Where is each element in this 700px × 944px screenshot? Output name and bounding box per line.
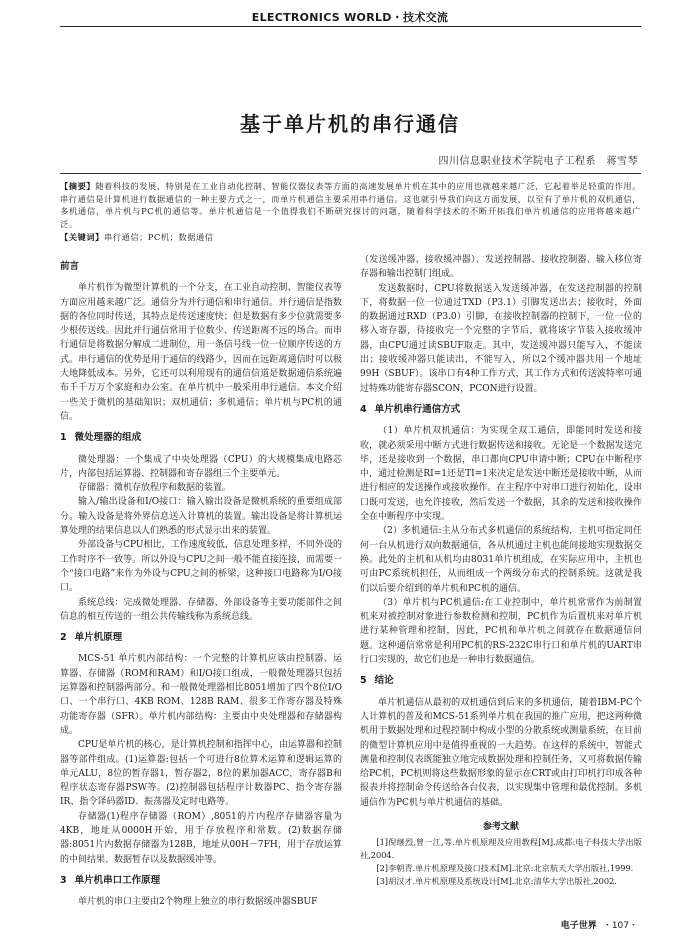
header-rule [60,26,641,27]
section-title: 单片机原理 [74,632,123,644]
right-column [360,253,642,888]
keywords [60,232,641,243]
body-paragraph: （3）单片机与PC机通信:在工业控制中，单片机常常作为前制置机来对被控制对象进行参数检测和控制，PC机作为后置机来对单片机进行某种管理和控制，因此，PC机和单片机之间就存在数据通信问题。这种通信常常是利用PC机的RS-232C串行口和单片机的UART串行口实现的，故它们也是一种串行数据通信。 [360,597,642,666]
article-title: 基于单片机的串行通信 [240,112,460,136]
section-heading [360,403,642,417]
body-paragraph: 单片机的串口主要由2个物理上独立的串行数据缓冲器SBUF [78,897,318,908]
section-number: 1 [60,432,67,444]
abstract-text: 随着科技的发展，特别是在工业自动化控制、智能仪器仪表等方面的高速发展单片机在其中的应用也就越来越广泛，它起着举足轻重的作用。串行通信是计算机进行数据通信的一种主要方式之一，而单片机通信主要采用串行通信。这也就引导我们向这方面发展，以至有了单片机的双机通信，多机通信，单片机与PC机的通信等。单片机通信是一个值得我们不断研究探讨的问题，随着科学技术的不断开拓我们单片机通信的应用将越来越广泛。 [60,181,641,229]
references-heading: 参考文献 [482,821,519,832]
section-heading [60,874,342,888]
section-heading [360,674,642,688]
body-paragraph: 存储器(1)程序存储器（ROM）,8051的片内程序存储器容量为4KB，地址从0000H开始，用于存放程序和常数。(2)数据存储器:8051片内数据存储器为128B，地址从00H－7FH，用于存放运算的中间结果、数据暂存以及数据缓冲等。 [60,811,342,865]
body-paragraph: 发送数据时，CPU将数据送入发送缓冲器，在发送控制器的控制下，将数据一位一位通过TXD（P3.1）引脚发送出去；接收时，外面的数据通过RXD（P3.0）引脚，在接收控制器的控制下，一位一位的移入寄存器，待接收完一个完整的字节后，就将该字节装入接收缓冲器，由CPU通过读SBUF取走。其中，发送缓冲器只能写入，不能读出；接收缓冲器只能读出，不能写入，所以2个缓冲器共用一个地址99H（SBUF）。该串口有4种工作方式，其工作方式和传送波特率可通过特殊功能寄存器SCON，PCON进行设置。 [360,283,642,394]
body-paragraph: （2）多机通信:主从分布式多机通信的系统结构，主机可指定同任何一台从机进行双向数据通信，各从机通过主机也能间接地实现数据交换。此处的主机和从机均由8031单片机组成，在实际应用中，主机也可由PC系统机担任，从而组成一个两级分布式的控制系统。这就是我们以后要介绍到的单片机和PC机的通信。 [360,526,642,594]
body-paragraph: 存储器：微机存放程序和数据的装置。 [78,483,232,494]
section-number: 2 [60,632,67,644]
reference-item: [3]胡汉才.单片机原理及系统设计[M].北京:清华大学出版社,2002. [376,876,617,887]
section-title: 前言 [60,261,80,272]
section-title: 结论 [374,675,394,687]
abstract-rule [60,173,641,174]
section-title: 单片机串口工作原理 [74,874,161,886]
body-paragraph: 系统总线：完成微处理器、存储器、外部设备等主要功能部件之间信息的相互传送的一组公共传输线称为系统总线。 [60,597,342,622]
body-paragraph: CPU是单片机的核心，是计算机控制和指挥中心，由运算器和控制器等部件组成。(1)运算器:包括一个可进行8位算术运算和逻辑运算的单元ALU，8位的暂存器1，暂存器2，8位的累加器ACC，寄存器B和程序状态寄存器PSW等。(2)控制器包括程序计数器PC、指令寄存器IR、指令译码器ID、振荡器及定时电路等。 [60,740,342,808]
abstract-label: 【摘要】 [60,181,96,191]
body-paragraph: 外部设备与CPU相比，工作速度较低，信息处理多样，不同外设的工作时序不一致等。所以外设与CPU之间一般不能直接连接，而需要一个“接口电路”来作为外设与CPU之间的桥梁，这种接口电路称为I/O接口。 [60,540,342,594]
section-number: 4 [360,403,367,415]
section-number: 3 [60,874,67,886]
page-number: ・107・ [602,921,638,931]
page-footer [561,918,638,931]
section-title: 微处理器的组成 [74,432,142,444]
section-number: 5 [360,675,367,687]
body-paragraph: MCS-51 单片机内部结构：一个完整的计算机应该由控制器、运算器、存储器（ROM和RAM）和I/O接口组成，一般微处理器只包括运算器和控制器两部分。和一般微处理器相比8051增加了四个8位I/O口、一个串行口、4KB ROM、128B RAM、很多工作寄存器及特殊功能寄存器（SFR）。单片机内部结构：主要由中央处理器和存储器构成。 [60,654,342,736]
footer-brand: 电子世界 [560,921,597,931]
body-paragraph: （发送缓冲器、接收缓冲器）、发送控制器、接收控制器、输入移位寄存器和输出控制门组成。 [360,255,642,280]
body-paragraph: 输入/输出设备和I/O接口：输入输出设备是微机系统的重要组成部分。输入设备是将外界信息送入计算机的装置。输出设备是将计算机运算处理的结果信息以人们熟悉的形式显示出来的装置。 [60,497,342,537]
body-paragraph: 单片机通信从最初的双机通信到后来的多机通信，随着IBM-PC个人计算机的普及和MCS-51系列单片机在我国的推广应用，把这两种微机用于数据处理和过程控制中构成小型的分散系统或测量系统，在目前的微型计算机应用中是值得重视的一大趋势。在这样的系统中，智能式测量和控制仪表既能独立地完成数据处理和控制任务，又可将数据传输给PC机，PC机则将这些数据形象的显示在CRT或由打印机打印成各种报表并将控制命令传送给各台仪表，以实现集中管理和最优控制。多机通信作为PC机与单片机通信的基础。 [360,697,642,808]
section-heading [60,431,342,445]
body-paragraph: 微处理器：一个集成了中央处理器（CPU）的大规模集成电路芯片，内部包括运算器、控制器和寄存器组三个主要单元。 [60,454,342,479]
body-paragraph: 单片机作为微型计算机的一个分支，在工业自动控制、智能仪表等方面应用越来越广泛。通信分为并行通信和串行通信。并行通信是指数据的各位同时传送，其特点是传送速度快；但是数据有多少位就需要多少根传送线。因此并行通信常用于位数少、传送距离不远的场合。而串行通信是将数据分解成二进制位，用一条信号线一位一位顺序传送的方式。串行通信的优势是用于通信的线路少，因而在远距离通信时可以极大地降低成本。另外，它还可以利用现有的通信信道是数据通信系统遍布千千万万个家庭和办公室。在单片机中一般采用串行通信。本文介绍一些关于微机的基础知识；双机通信；多机通信；单片机与PC机的通信。 [60,283,342,422]
keywords-label: 【关键词】 [60,232,104,242]
section-heading [60,631,342,645]
left-column [60,253,342,909]
section-heading [60,260,342,274]
body-paragraph: （1）单片机双机通信：为实现全双工通信，即能同时发送和接收，就必须采用中断方式进行数据传送和接收。无论是一个数据发送完毕，还是接收到一个数据，串口都向CPU申请中断；CPU在中断程序中，通过检测是RI=1还是TI=1来决定是发送中断还是接收中断，从而进行相应的发送操作或接收操作。在主程序中对串口进行初始化，设串口既可发送，也允许接收，然后发送一个数据，其余的发送和接收操作全在中断程序中实现。 [360,426,642,523]
journal-header: ELECTRONICS WORLD・技术交流 [251,11,449,24]
section-title: 单片机串行通信方式 [374,403,461,415]
keywords-text: 串行通信；PC机；数据通信 [103,232,214,242]
abstract [60,180,641,230]
author-affiliation: 四川信息职业技术学院电子工程系 蒋雪琴 [438,156,638,167]
reference-item: [1]倪继烈,曾一江,等.单片机原理及应用教程[M].成都:电子科技大学出版社,2004. [360,837,642,861]
reference-item: [2]李朝青.单片机原理及接口技术[M].北京:北京航天大学出版社,1999. [376,863,634,874]
